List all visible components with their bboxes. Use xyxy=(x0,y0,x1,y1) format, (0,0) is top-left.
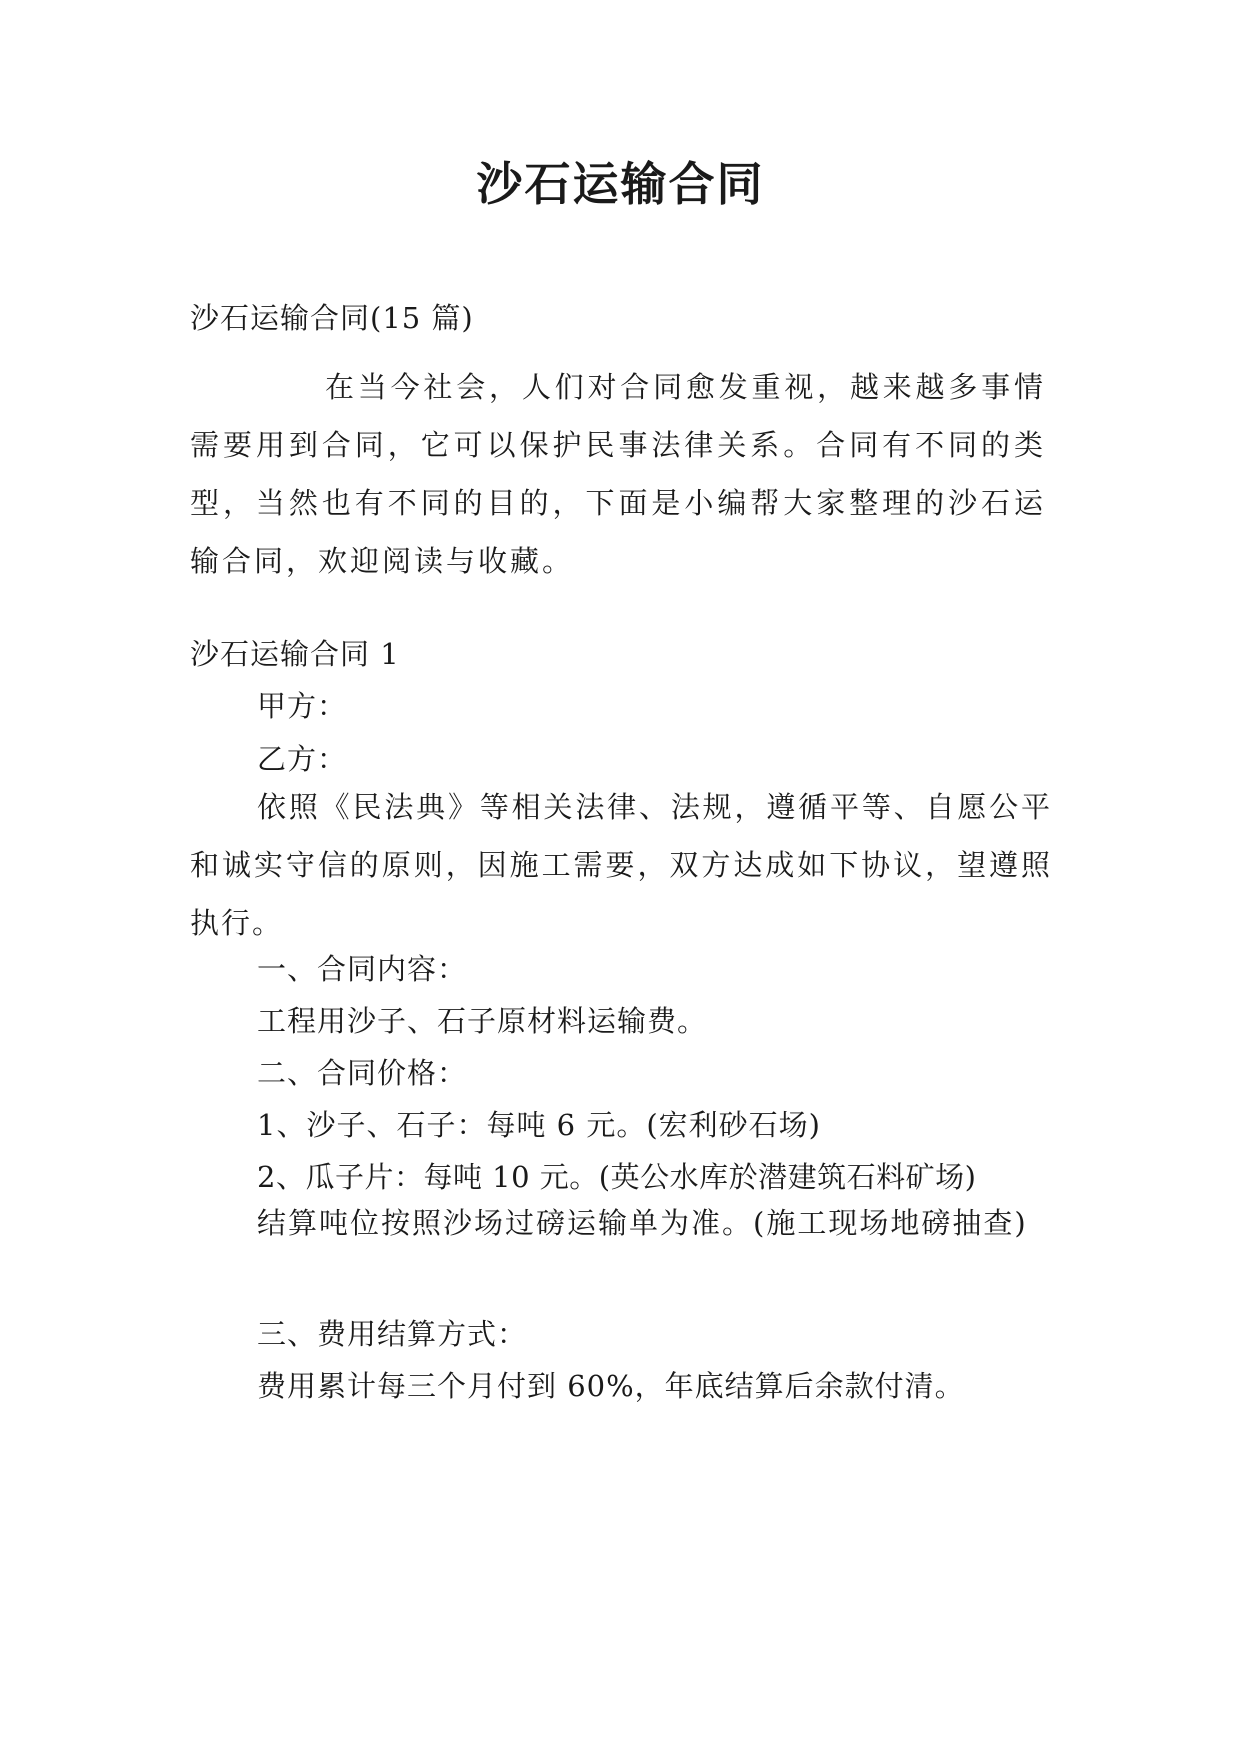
clause2-item1: 1、沙子、石子：每吨 6 元。(宏利砂石场) xyxy=(257,1108,821,1142)
clause2-heading: 二、合同价格： xyxy=(257,1056,468,1090)
party-a-label: 甲方： xyxy=(257,689,348,723)
clause1-heading: 一、合同内容： xyxy=(257,952,468,986)
section-heading: 沙石运输合同 1 xyxy=(190,637,400,671)
clause1-text: 工程用沙子、石子原材料运输费。 xyxy=(257,1004,708,1038)
intro-paragraph: 在当今社会，人们对合同愈发重视，越来越多事情需要用到合同，它可以保护民事法律关系。合同有不同的类型，当然也有不同的目的，下面是小编帮大家整理的沙石运输合同，欢迎阅读与收藏。 xyxy=(190,370,1046,578)
clause2-note: 结算吨位按照沙场过磅运输单为准。(施工现场地磅抽查) xyxy=(257,1206,1028,1240)
party-b-label: 乙方： xyxy=(257,742,348,776)
basis-paragraph: 依照《民法典》等相关法律、法规，遵循平等、自愿公平和诚实守信的原则，因施工需要，双方达成如下协议，望遵照执行。 xyxy=(190,790,1052,940)
document-title: 沙石运输合同 xyxy=(476,157,765,211)
document-subtitle: 沙石运输合同(15 篇) xyxy=(190,301,474,335)
clause3-text: 费用累计每三个月付到 60%，年底结算后余款付清。 xyxy=(257,1369,965,1403)
clause3-heading: 三、费用结算方式： xyxy=(257,1317,528,1351)
clause2-item2: 2、瓜子片：每吨 10 元。(英公水库於潜建筑石料矿场) xyxy=(257,1160,977,1194)
